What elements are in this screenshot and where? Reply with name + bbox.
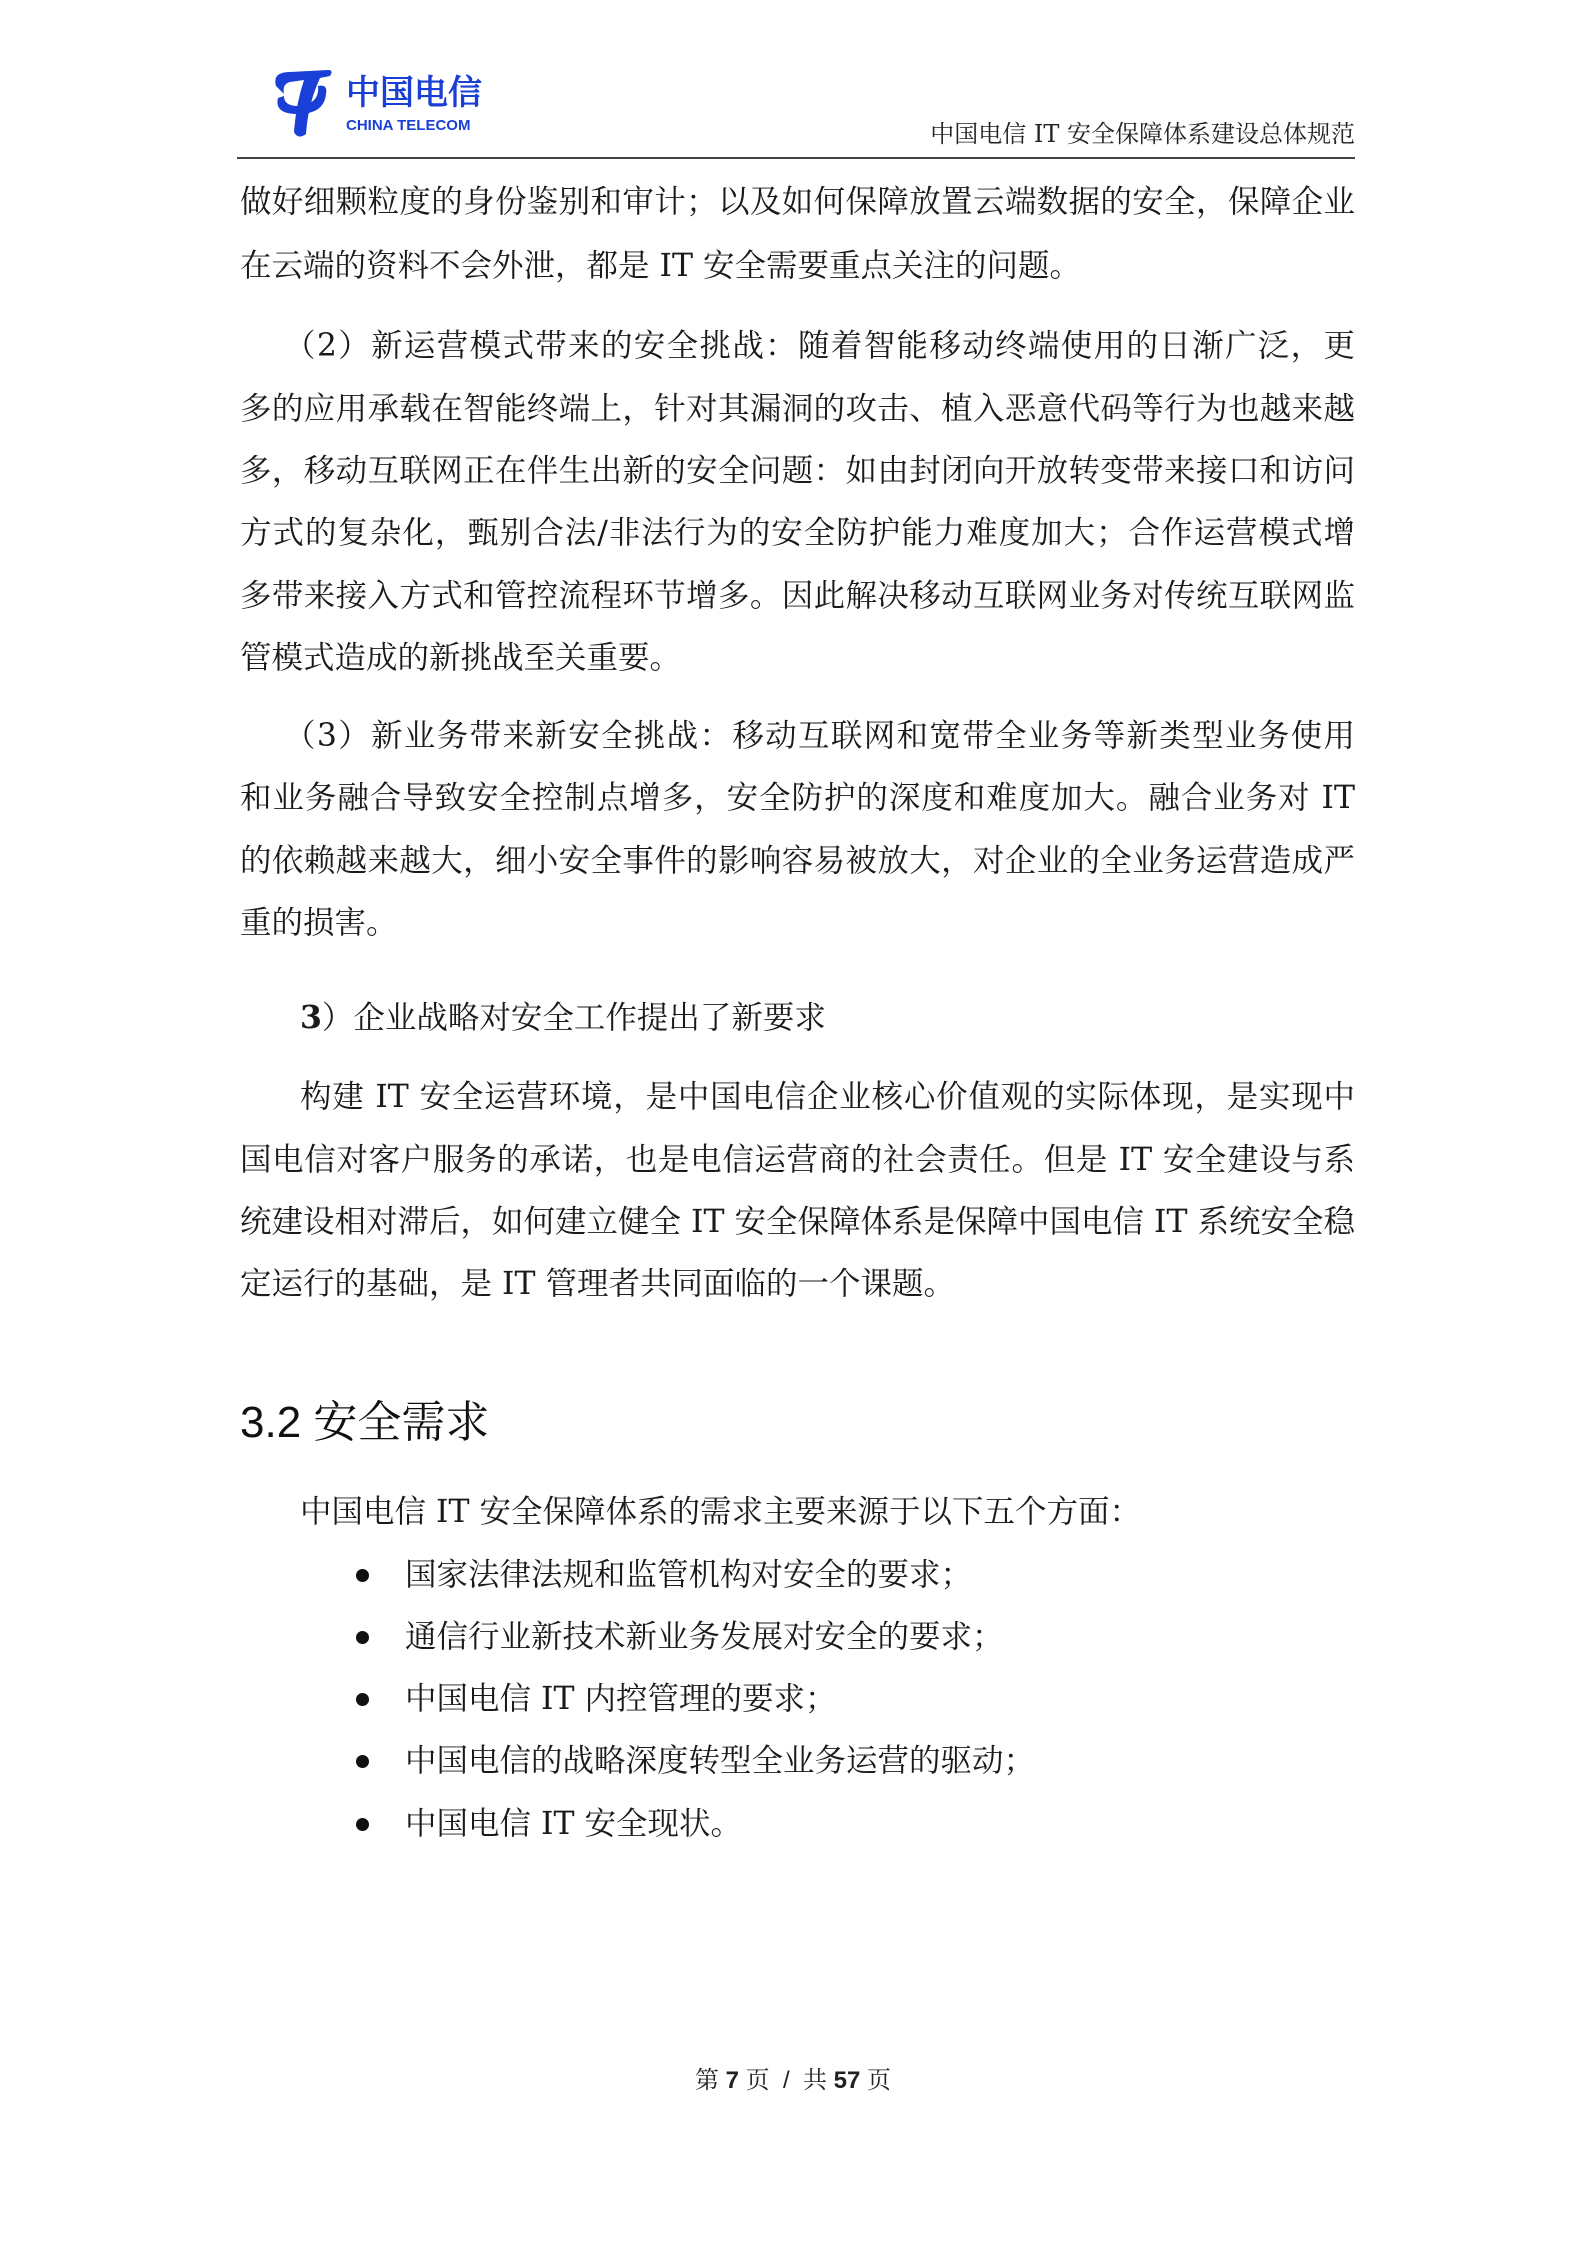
total-pages: 57 — [833, 2067, 861, 2094]
text-line: 定运行的基础，是 IT 管理者共同面临的一个课题。 — [240, 1266, 955, 1302]
footer-suffix: 页 — [860, 2067, 892, 2094]
text-line: 管模式造成的新挑战至关重要。 — [240, 640, 682, 676]
bullet-icon — [356, 1631, 369, 1644]
section-heading: 3.2 安全需求 — [240, 1398, 490, 1447]
bullet-icon — [356, 1569, 369, 1582]
china-telecom-logo — [268, 64, 498, 148]
footer-mid: 页 / 共 — [738, 2067, 834, 2094]
bullet-icon — [356, 1693, 369, 1706]
list-item: 国家法律法规和监管机构对安全的要求； — [405, 1557, 973, 1593]
list-item: 中国电信 IT 安全现状。 — [405, 1806, 742, 1842]
footer-prefix: 第 — [694, 2067, 726, 2094]
svg-text:中国电信: 中国电信 — [346, 73, 482, 113]
text-line: 的依赖越来越大，细小安全事件的影响容易被放大，对企业的全业务运营造成严 — [240, 843, 1355, 879]
text-line: 国电信对客户服务的承诺，也是电信运营商的社会责任。但是 IT 安全建设与系 — [240, 1142, 1355, 1178]
text-line: 在云端的资料不会外泄，都是 IT 安全需要重点关注的问题。 — [240, 248, 1081, 284]
subheading-number: 3 — [300, 999, 322, 1036]
text-line: （3）新业务带来新安全挑战：移动互联网和宽带全业务等新类型业务使用 — [284, 718, 1355, 754]
text-line: 多，移动互联网正在伴生出新的安全问题：如由封闭向开放转变带来接口和访问 — [240, 453, 1355, 489]
subheading-text: ）企业战略对安全工作提出了新要求 — [321, 1000, 826, 1036]
text-line: 多带来接入方式和管控流程环节增多。因此解决移动互联网业务对传统互联网监 — [240, 578, 1355, 614]
page-number — [0, 2066, 1586, 2096]
list-item: 中国电信 IT 内控管理的要求； — [405, 1681, 837, 1717]
header-divider — [237, 157, 1355, 159]
subheading — [300, 998, 826, 1038]
bullet-icon — [356, 1818, 369, 1831]
svg-text:CHINA TELECOM: CHINA TELECOM — [346, 117, 471, 134]
document-title: 中国电信 IT 安全保障体系建设总体规范 — [930, 120, 1355, 148]
text-line: 和业务融合导致安全控制点增多，安全防护的深度和难度加大。融合业务对 IT — [240, 780, 1355, 816]
current-page: 7 — [725, 2067, 739, 2094]
list-item: 中国电信的战略深度转型全业务运营的驱动； — [405, 1743, 1036, 1779]
text-line: 重的损害。 — [240, 905, 398, 941]
text-line: 方式的复杂化，甄别合法/非法行为的安全防护能力难度加大；合作运营模式增 — [240, 515, 1355, 551]
text-line: 做好细颗粒度的身份鉴别和审计；以及如何保障放置云端数据的安全，保障企业 — [240, 184, 1355, 220]
text-line: 构建 IT 安全运营环境，是中国电信企业核心价值观的实际体现，是实现中 — [300, 1079, 1355, 1115]
bullet-icon — [356, 1755, 369, 1768]
text-line: （2）新运营模式带来的安全挑战：随着智能移动终端使用的日渐广泛，更 — [284, 328, 1355, 364]
text-line: 统建设相对滞后，如何建立健全 IT 安全保障体系是保障中国电信 IT 系统安全稳 — [240, 1204, 1355, 1240]
text-line: 多的应用承载在智能终端上，针对其漏洞的攻击、植入恶意代码等行为也越来越 — [240, 391, 1355, 427]
list-item: 通信行业新技术新业务发展对安全的要求； — [405, 1619, 1004, 1655]
section-intro: 中国电信 IT 安全保障体系的需求主要来源于以下五个方面： — [300, 1494, 1141, 1530]
